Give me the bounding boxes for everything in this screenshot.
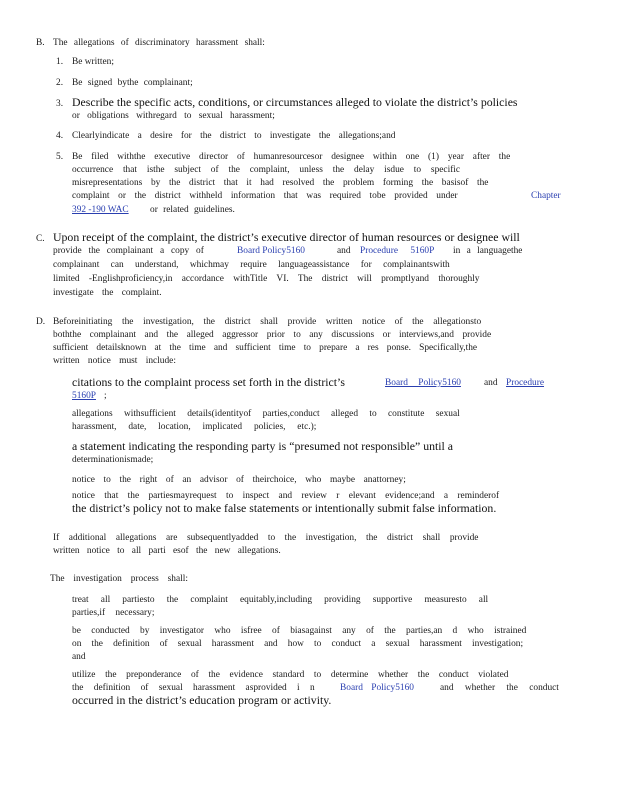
additional-allegations-text: If additional allegations are subsequentlyadded to the investigation, the district shall provide (53, 533, 479, 543)
section-c-text: Upon receipt of the complaint, the district’s executive director of human resources or designee will (53, 231, 520, 244)
section-c-text: provide the complainant a copy of (53, 246, 204, 256)
bullet-text: the district’s policy not to make false statements or intentionally submit false information. (72, 502, 497, 515)
bullet-text: treat all partiesto the complaint equitably,including providing supportive measuresto all (72, 595, 489, 605)
section-c-label: C. (36, 234, 45, 244)
bullet-text: the definition of sexual harassment asprovided i n (72, 683, 315, 693)
additional-allegations-text: written notice to all parti esof the new allegations. (53, 546, 281, 556)
item-text-continued: complaint or the district withheld information that was required tobe provided under (72, 191, 458, 201)
bullet-text: occurred in the district’s education program or activity. (72, 694, 332, 707)
bullet-text: determinationismade; (72, 455, 154, 465)
investigation-intro: The investigation process shall: (50, 574, 188, 584)
item-number: 3. (56, 99, 64, 109)
item-text: Be written; (72, 57, 114, 67)
chapter-link[interactable]: Chapter (531, 191, 561, 201)
procedure-link[interactable]: 5160P (72, 391, 96, 401)
section-c-text: and (337, 246, 351, 256)
bullet-text: be conducted by investigator who isfree of biasagainst any of the parties,an d who istrained (72, 626, 527, 636)
section-d-text: Beforeinitiating the investigation, the district shall provide written notice of the allegationsto (53, 317, 482, 327)
item-number: 5. (56, 152, 64, 162)
bullet-text: notice to the right of an advisor of theirchoice, who maybe anattorney; (72, 475, 406, 485)
section-b-intro: The allegations of discriminatory harassment shall: (53, 38, 265, 48)
section-d-text: sufficient detailsknown at the time and sufficient time to prepare a res ponse. Specifically,the (53, 343, 478, 353)
bullet-text: and (72, 652, 86, 662)
bullet-text: on the definition of sexual harassment and how to conduct a sexual harassment investigation; (72, 639, 524, 649)
board-policy-link[interactable]: Board Policy5160 (237, 246, 305, 256)
bullet-text: and whether the conduct (440, 683, 559, 693)
section-d-text: written notice must include: (53, 356, 176, 366)
item-text-continued: occurrence that isthe subject of the complaint, unless the delay isdue to specific (72, 165, 461, 175)
bullet-text: utilize the preponderance of the evidence standard to determine whether the conduct violated (72, 670, 509, 680)
section-c-text: limited -Englishproficiency,in accordance withTitle VI. The district will promptlyand thoroughly (53, 274, 480, 284)
bullet-text: allegations withsufficient details(identityof parties,conduct alleged to constitute sexual (72, 409, 460, 419)
item-text: Clearlyindicate a desire for the district to investigate the allegations;and (72, 131, 396, 141)
bullet-text: notice that the partiesmayrequest to inspect and review r elevant evidence;and a reminderof (72, 491, 500, 501)
section-d-label: D. (36, 317, 46, 327)
item-text-continued: or obligations withregard to sexual harassment; (72, 111, 275, 121)
wac-link[interactable]: 392 -190 WAC (72, 205, 129, 215)
section-d-text: boththe complainant and the alleged aggressor prior to any discussions or interviews,and provide (53, 330, 492, 340)
section-c-text: investigate the complaint. (53, 288, 162, 298)
section-c-text: in a languagethe (453, 246, 523, 256)
item-text-continued: misrepresentations by the district that it had resolved the problem forming the basisof the (72, 178, 489, 188)
bullet-text: and (484, 378, 498, 388)
item-text: Be signed bythe complainant; (72, 78, 193, 88)
item-number: 2. (56, 78, 64, 88)
bullet-text: harassment, date, location, implicated policies, etc.); (72, 422, 317, 432)
item-text: Describe the specific acts, conditions, or circumstances alleged to violate the district’s policies (72, 96, 518, 109)
section-b-label: B. (36, 38, 45, 48)
procedure-link[interactable]: Procedure 5160P (360, 246, 435, 256)
procedure-link[interactable]: Procedure (506, 378, 545, 388)
item-text: Be filed withthe executive director of humanresourcesor designee within one (1) year after the (72, 152, 511, 162)
bullet-text: citations to the complaint process set forth in the district’s (72, 376, 345, 389)
item-text-continued: or related guidelines. (150, 205, 235, 215)
board-policy-link[interactable]: Board Policy5160 (340, 683, 414, 693)
item-number: 4. (56, 131, 64, 141)
board-policy-link[interactable]: Board Policy5160 (385, 378, 461, 388)
item-number: 1. (56, 57, 64, 67)
bullet-text: ; (104, 391, 107, 401)
bullet-text: parties,if necessary; (72, 608, 155, 618)
section-c-text: complainant can understand, whichmay require languageassistance for complainantswith (53, 260, 450, 270)
bullet-text: a statement indicating the responding party is “presumed not responsible” until a (72, 440, 454, 453)
